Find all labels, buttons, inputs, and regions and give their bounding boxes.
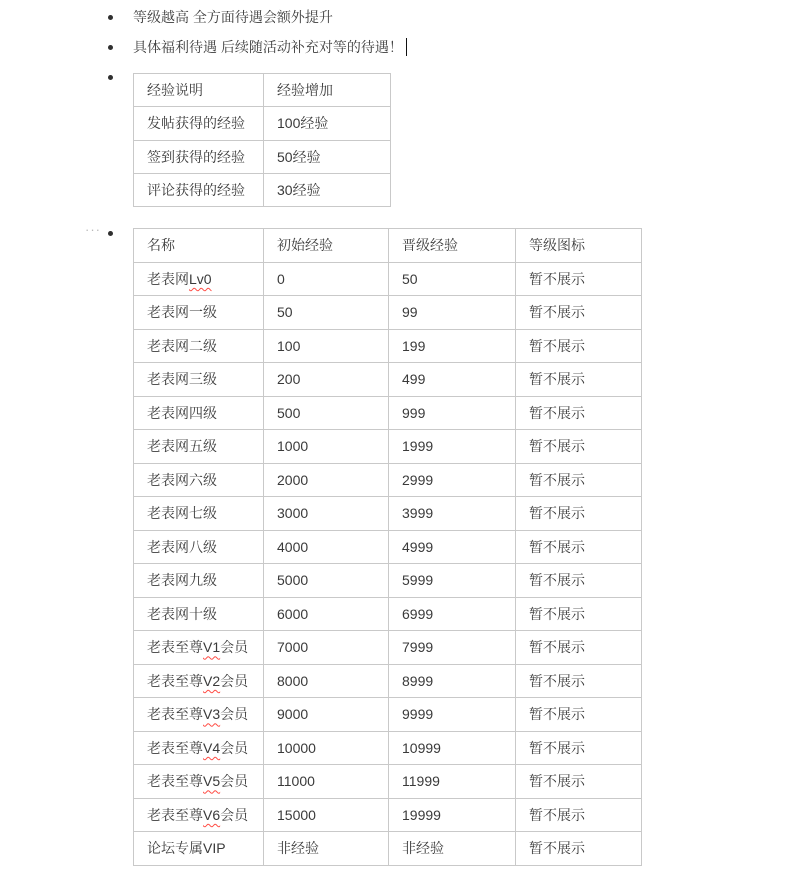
drag-handle[interactable]: ··· [85,222,101,237]
table-row [134,564,642,598]
level-name-text: 老表网三级 [147,371,217,388]
level-name-cell[interactable] [134,262,264,296]
level-name-text: 老表网五级 [147,438,217,455]
level-name-cell[interactable] [134,329,264,363]
paragraph-line[interactable] [133,7,333,27]
level-name-text: 老表网九级 [147,572,217,589]
level-icon-cell[interactable]: 暂不展示 [516,262,642,296]
exp-label-cell[interactable]: 评论获得的经验 [134,173,264,206]
level-name-cell[interactable] [134,296,264,330]
level-initial-exp-cell[interactable]: 500 [264,396,389,430]
level-initial-exp-cell[interactable]: 4000 [264,530,389,564]
level-name-cell[interactable] [134,564,264,598]
table-row [134,430,642,464]
level-name-text: 会员 [220,706,249,723]
level-name-text: 老表网七级 [147,505,217,522]
level-name-text: 老表网一级 [147,304,217,321]
level-name-cell[interactable] [134,664,264,698]
level-upgrade-exp-cell[interactable]: 4999 [389,530,516,564]
table-row [134,597,642,631]
level-icon-cell[interactable]: 暂不展示 [516,832,642,866]
level-name-cell[interactable] [134,396,264,430]
level-upgrade-exp-cell[interactable]: 2999 [389,463,516,497]
experience-table-body [134,74,391,207]
level-initial-exp-cell[interactable]: 15000 [264,798,389,832]
table-row [134,631,642,665]
table-header-row [134,229,642,263]
level-initial-exp-cell[interactable]: 100 [264,329,389,363]
table-row [134,832,642,866]
level-name-cell[interactable] [134,765,264,799]
exp-header-cell[interactable]: 经验增加 [264,74,391,107]
table-row [134,140,391,173]
table-row [134,731,642,765]
level-upgrade-exp-cell[interactable]: 3999 [389,497,516,531]
level-initial-exp-cell[interactable]: 6000 [264,597,389,631]
level-name-cell[interactable] [134,798,264,832]
table-header-row [134,74,391,107]
level-icon-cell[interactable]: 暂不展示 [516,798,642,832]
level-upgrade-exp-cell[interactable]: 19999 [389,798,516,832]
level-name-cell[interactable] [134,430,264,464]
bullet-marker [108,15,113,20]
table-row [134,363,642,397]
level-upgrade-exp-cell[interactable]: 99 [389,296,516,330]
level-name-text: 老表网六级 [147,471,217,488]
level-icon-cell[interactable]: 暂不展示 [516,296,642,330]
level-header-cell[interactable]: 初始经验 [264,229,389,263]
table-row [134,765,642,799]
level-initial-exp-cell[interactable]: 11000 [264,765,389,799]
level-initial-exp-cell[interactable]: 50 [264,296,389,330]
exp-value-cell[interactable]: 30经验 [264,173,391,206]
level-initial-exp-cell[interactable]: 2000 [264,463,389,497]
experience-table [133,73,391,207]
level-name-cell[interactable] [134,631,264,665]
level-table-body [134,229,642,866]
level-upgrade-exp-cell[interactable]: 11999 [389,765,516,799]
level-initial-exp-cell[interactable]: 7000 [264,631,389,665]
level-initial-exp-cell[interactable]: 10000 [264,731,389,765]
level-name-text: 老表网十级 [147,605,217,622]
level-upgrade-exp-cell[interactable]: 7999 [389,631,516,665]
paragraph-line[interactable] [133,37,407,57]
level-header-cell[interactable]: 等级图标 [516,229,642,263]
level-initial-exp-cell[interactable]: 3000 [264,497,389,531]
level-icon-cell[interactable]: 暂不展示 [516,430,642,464]
level-upgrade-exp-cell[interactable]: 9999 [389,698,516,732]
level-icon-cell[interactable]: 暂不展示 [516,564,642,598]
level-initial-exp-cell[interactable]: 200 [264,363,389,397]
exp-label-cell[interactable]: 发帖获得的经验 [134,107,264,140]
table-row [134,173,391,206]
level-header-cell[interactable]: 晋级经验 [389,229,516,263]
level-upgrade-exp-cell[interactable]: 499 [389,363,516,397]
level-name-text: 老表网二级 [147,337,217,354]
level-initial-exp-cell[interactable]: 8000 [264,664,389,698]
bullet-marker [108,231,113,236]
level-upgrade-exp-cell[interactable]: 1999 [389,430,516,464]
level-icon-cell[interactable]: 暂不展示 [516,698,642,732]
table-row [134,530,642,564]
level-name-cell[interactable] [134,698,264,732]
level-icon-cell[interactable]: 暂不展示 [516,631,642,665]
level-upgrade-exp-cell[interactable]: 199 [389,329,516,363]
level-name-text: 会员 [220,639,249,656]
level-icon-cell[interactable]: 暂不展示 [516,363,642,397]
level-icon-cell[interactable]: 暂不展示 [516,530,642,564]
level-name-text: 论坛专属VIP [147,840,226,857]
level-header-cell[interactable]: 名称 [134,229,264,263]
table-row [134,497,642,531]
level-name-text: 会员 [220,739,249,756]
level-table [133,228,642,866]
level-upgrade-exp-cell[interactable]: 6999 [389,597,516,631]
level-name-text: 老表至尊 [147,706,203,723]
level-initial-exp-cell[interactable]: 1000 [264,430,389,464]
level-name-text: 老表网 [147,270,189,287]
level-name-cell[interactable] [134,363,264,397]
level-upgrade-exp-cell[interactable]: 10999 [389,731,516,765]
level-name-text: 会员 [220,773,249,790]
level-initial-exp-cell[interactable]: 5000 [264,564,389,598]
misspelled-text: V5 [203,773,221,790]
level-name-text: 老表至尊 [147,773,203,790]
misspelled-text: Lv0 [189,270,212,287]
exp-label-cell[interactable]: 签到获得的经验 [134,140,264,173]
level-name-text: 会员 [220,672,249,689]
table-row [134,396,642,430]
level-name-text: 老表至尊 [147,672,203,689]
level-name-text: 老表网八级 [147,538,217,555]
table-row [134,463,642,497]
level-upgrade-exp-cell[interactable]: 5999 [389,564,516,598]
misspelled-text: V6 [203,806,221,823]
table-row [134,698,642,732]
level-initial-exp-cell[interactable]: 9000 [264,698,389,732]
level-upgrade-exp-cell[interactable]: 50 [389,262,516,296]
bullet-marker [108,75,113,80]
table-row [134,329,642,363]
level-initial-exp-cell[interactable]: 非经验 [264,832,389,866]
level-name-text: 老表至尊 [147,806,203,823]
level-name-text: 老表至尊 [147,739,203,756]
level-upgrade-exp-cell[interactable]: 非经验 [389,832,516,866]
level-name-cell[interactable] [134,597,264,631]
table-row [134,262,642,296]
level-icon-cell[interactable]: 暂不展示 [516,463,642,497]
level-name-text: 老表网四级 [147,404,217,421]
level-name-cell[interactable] [134,832,264,866]
level-icon-cell[interactable]: 暂不展示 [516,731,642,765]
exp-header-cell[interactable]: 经验说明 [134,74,264,107]
level-upgrade-exp-cell[interactable]: 999 [389,396,516,430]
bullet-marker [108,45,113,50]
level-name-cell[interactable] [134,463,264,497]
exp-value-cell[interactable]: 100经验 [264,107,391,140]
level-icon-cell[interactable]: 暂不展示 [516,597,642,631]
paragraph-text: 等级越高 全方面待遇会额外提升 [133,9,333,25]
exp-value-cell[interactable]: 50经验 [264,140,391,173]
text-caret [406,38,408,56]
table-row [134,664,642,698]
table-row [134,107,391,140]
paragraph-text: 具体福利待遇 后续随活动补充对等的待遇！ [133,39,403,55]
level-icon-cell[interactable]: 暂不展示 [516,329,642,363]
misspelled-text: V4 [203,739,221,756]
level-initial-exp-cell[interactable]: 0 [264,262,389,296]
misspelled-text: V3 [203,706,221,723]
misspelled-text: V2 [203,672,221,689]
level-icon-cell[interactable]: 暂不展示 [516,765,642,799]
level-name-cell[interactable] [134,497,264,531]
level-name-cell[interactable] [134,731,264,765]
level-name-text: 老表至尊 [147,639,203,656]
level-icon-cell[interactable]: 暂不展示 [516,396,642,430]
level-icon-cell[interactable]: 暂不展示 [516,497,642,531]
level-icon-cell[interactable]: 暂不展示 [516,664,642,698]
table-row [134,296,642,330]
level-name-cell[interactable] [134,530,264,564]
misspelled-text: V1 [203,639,221,656]
level-name-text: 会员 [220,806,249,823]
table-row [134,798,642,832]
level-upgrade-exp-cell[interactable]: 8999 [389,664,516,698]
